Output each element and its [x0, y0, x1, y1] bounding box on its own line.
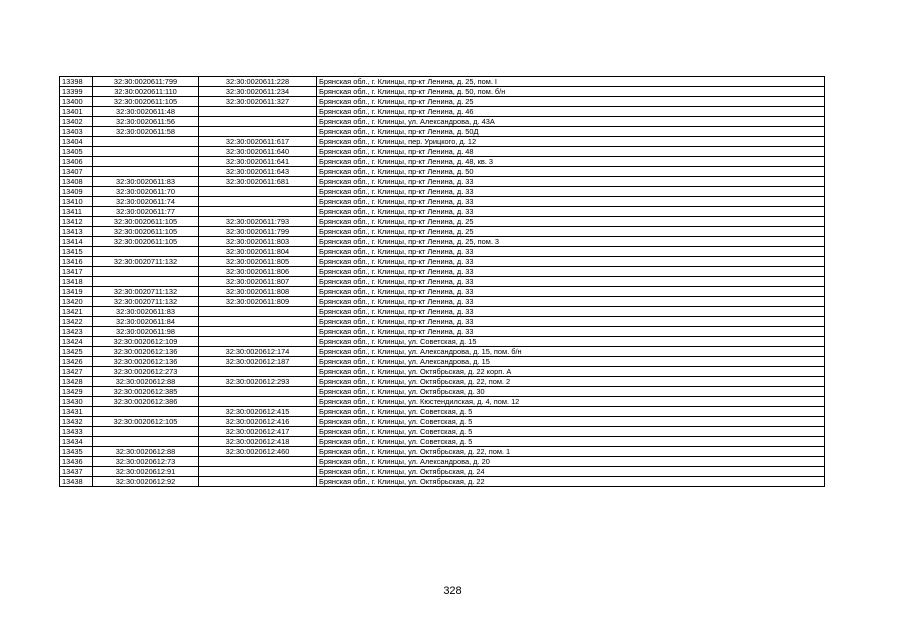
address-cell: Брянская обл., г. Клинцы, пр-кт Ленина, д. 33 — [317, 207, 825, 217]
cadastral-number-cell: 32:30:0020612:92 — [93, 477, 199, 487]
address-cell: Брянская обл., г. Клинцы, ул. Октябрьская, д. 22 — [317, 477, 825, 487]
row-number-cell: 13424 — [60, 337, 93, 347]
address-cell: Брянская обл., г. Клинцы, пр-кт Ленина, д. 33 — [317, 247, 825, 257]
parent-cadastral-number-cell — [199, 397, 317, 407]
address-cell: Брянская обл., г. Клинцы, пр-кт Ленина, д. 25, пом. I — [317, 77, 825, 87]
parent-cadastral-number-cell — [199, 107, 317, 117]
cadastral-number-cell — [93, 427, 199, 437]
row-number-cell: 13423 — [60, 327, 93, 337]
parent-cadastral-number-cell: 32:30:0020611:803 — [199, 237, 317, 247]
row-number-cell: 13413 — [60, 227, 93, 237]
row-number-cell: 13398 — [60, 77, 93, 87]
cadastral-number-cell — [93, 247, 199, 257]
cadastral-number-cell: 32:30:0020611:83 — [93, 177, 199, 187]
cadastral-number-cell: 32:30:0020612:105 — [93, 417, 199, 427]
row-number-cell: 13434 — [60, 437, 93, 447]
cadastral-number-cell — [93, 277, 199, 287]
row-number-cell: 13405 — [60, 147, 93, 157]
cadastral-number-cell: 32:30:0020611:83 — [93, 307, 199, 317]
table-row — [60, 237, 825, 247]
cadastral-number-cell: 32:30:0020611:105 — [93, 217, 199, 227]
table-row — [60, 277, 825, 287]
address-cell: Брянская обл., г. Клинцы, ул. Александрова, д. 20 — [317, 457, 825, 467]
table-row — [60, 87, 825, 97]
table-row — [60, 477, 825, 487]
table-row — [60, 77, 825, 87]
table-row — [60, 337, 825, 347]
parent-cadastral-number-cell: 32:30:0020611:808 — [199, 287, 317, 297]
parent-cadastral-number-cell: 32:30:0020611:641 — [199, 157, 317, 167]
cadastral-number-cell: 32:30:0020612:136 — [93, 347, 199, 357]
parent-cadastral-number-cell: 32:30:0020611:793 — [199, 217, 317, 227]
cadastral-number-cell: 32:30:0020711:132 — [93, 297, 199, 307]
cadastral-number-cell: 32:30:0020612:91 — [93, 467, 199, 477]
parent-cadastral-number-cell — [199, 187, 317, 197]
address-cell: Брянская обл., г. Клинцы, пр-кт Ленина, д. 33 — [317, 327, 825, 337]
cadastral-number-cell: 32:30:0020611:105 — [93, 227, 199, 237]
table-row — [60, 117, 825, 127]
parent-cadastral-number-cell — [199, 197, 317, 207]
row-number-cell: 13408 — [60, 177, 93, 187]
cadastral-number-cell: 32:30:0020611:105 — [93, 97, 199, 107]
row-number-cell: 13435 — [60, 447, 93, 457]
parent-cadastral-number-cell — [199, 117, 317, 127]
table-row — [60, 147, 825, 157]
address-cell: Брянская обл., г. Клинцы, ул. Октябрьская, д. 24 — [317, 467, 825, 477]
row-number-cell: 13406 — [60, 157, 93, 167]
address-cell: Брянская обл., г. Клинцы, пр-кт Ленина, д. 33 — [317, 197, 825, 207]
parent-cadastral-number-cell: 32:30:0020611:228 — [199, 77, 317, 87]
row-number-cell: 13438 — [60, 477, 93, 487]
table-row — [60, 267, 825, 277]
parent-cadastral-number-cell — [199, 477, 317, 487]
parent-cadastral-number-cell: 32:30:0020611:809 — [199, 297, 317, 307]
address-cell: Брянская обл., г. Клинцы, пр-кт Ленина, д. 25 — [317, 97, 825, 107]
cadastral-number-cell: 32:30:0020611:70 — [93, 187, 199, 197]
row-number-cell: 13407 — [60, 167, 93, 177]
row-number-cell: 13400 — [60, 97, 93, 107]
parent-cadastral-number-cell: 32:30:0020611:640 — [199, 147, 317, 157]
address-cell: Брянская обл., г. Клинцы, пр-кт Ленина, д. 33 — [317, 257, 825, 267]
parent-cadastral-number-cell — [199, 317, 317, 327]
cadastral-number-cell: 32:30:0020611:48 — [93, 107, 199, 117]
table-row — [60, 417, 825, 427]
row-number-cell: 13436 — [60, 457, 93, 467]
row-number-cell: 13431 — [60, 407, 93, 417]
row-number-cell: 13426 — [60, 357, 93, 367]
address-cell: Брянская обл., г. Клинцы, ул. Александрова, д. 43А — [317, 117, 825, 127]
parent-cadastral-number-cell: 32:30:0020612:174 — [199, 347, 317, 357]
address-cell: Брянская обл., г. Клинцы, пр-кт Ленина, д. 25 — [317, 227, 825, 237]
parent-cadastral-number-cell — [199, 387, 317, 397]
table-row — [60, 207, 825, 217]
address-cell: Брянская обл., г. Клинцы, пр-кт Ленина, д. 48, кв. 3 — [317, 157, 825, 167]
table-row — [60, 387, 825, 397]
table-body — [60, 77, 825, 487]
address-cell: Брянская обл., г. Клинцы, ул. Октябрьская, д. 22, пом. 1 — [317, 447, 825, 457]
row-number-cell: 13437 — [60, 467, 93, 477]
parent-cadastral-number-cell — [199, 327, 317, 337]
parent-cadastral-number-cell: 32:30:0020612:460 — [199, 447, 317, 457]
address-cell: Брянская обл., г. Клинцы, ул. Октябрьская, д. 30 — [317, 387, 825, 397]
cadastral-number-cell — [93, 147, 199, 157]
cadastral-number-cell: 32:30:0020611:98 — [93, 327, 199, 337]
parent-cadastral-number-cell: 32:30:0020612:416 — [199, 417, 317, 427]
address-cell: Брянская обл., г. Клинцы, пр-кт Ленина, д. 33 — [317, 317, 825, 327]
row-number-cell: 13425 — [60, 347, 93, 357]
parent-cadastral-number-cell: 32:30:0020611:799 — [199, 227, 317, 237]
address-cell: Брянская обл., г. Клинцы, ул. Советская, д. 5 — [317, 417, 825, 427]
table-row — [60, 137, 825, 147]
table-row — [60, 397, 825, 407]
table-row — [60, 97, 825, 107]
cadastral-number-cell: 32:30:0020612:385 — [93, 387, 199, 397]
address-cell: Брянская обл., г. Клинцы, пр-кт Ленина, д. 33 — [317, 187, 825, 197]
parent-cadastral-number-cell: 32:30:0020612:187 — [199, 357, 317, 367]
address-cell: Брянская обл., г. Клинцы, пр-кт Ленина, д. 33 — [317, 177, 825, 187]
parent-cadastral-number-cell: 32:30:0020611:805 — [199, 257, 317, 267]
cadastral-number-cell: 32:30:0020611:105 — [93, 237, 199, 247]
address-cell: Брянская обл., г. Клинцы, пр-кт Ленина, д. 33 — [317, 297, 825, 307]
address-cell: Брянская обл., г. Клинцы, пр-кт Ленина, д. 33 — [317, 307, 825, 317]
row-number-cell: 13432 — [60, 417, 93, 427]
address-cell: Брянская обл., г. Клинцы, ул. Александрова, д. 15 — [317, 357, 825, 367]
cadastral-number-cell — [93, 407, 199, 417]
parent-cadastral-number-cell — [199, 207, 317, 217]
cadastral-number-cell: 32:30:0020612:273 — [93, 367, 199, 377]
row-number-cell: 13416 — [60, 257, 93, 267]
table-row — [60, 297, 825, 307]
row-number-cell: 13433 — [60, 427, 93, 437]
address-cell: Брянская обл., г. Клинцы, ул. Советская, д. 5 — [317, 427, 825, 437]
address-cell: Брянская обл., г. Клинцы, пр-кт Ленина, д. 33 — [317, 267, 825, 277]
address-cell: Брянская обл., г. Клинцы, пр-кт Ленина, д. 46 — [317, 107, 825, 117]
parent-cadastral-number-cell — [199, 467, 317, 477]
parent-cadastral-number-cell: 32:30:0020611:234 — [199, 87, 317, 97]
cadastral-number-cell: 32:30:0020711:132 — [93, 257, 199, 267]
parent-cadastral-number-cell: 32:30:0020612:418 — [199, 437, 317, 447]
parent-cadastral-number-cell: 32:30:0020611:807 — [199, 277, 317, 287]
cadastral-number-cell — [93, 137, 199, 147]
table-row — [60, 107, 825, 117]
cadastral-number-cell — [93, 157, 199, 167]
address-cell: Брянская обл., г. Клинцы, пер. Урицкого, д. 12 — [317, 137, 825, 147]
page-number: 328 — [443, 585, 462, 597]
parent-cadastral-number-cell — [199, 307, 317, 317]
parent-cadastral-number-cell — [199, 127, 317, 137]
table-row — [60, 217, 825, 227]
address-cell: Брянская обл., г. Клинцы, пр-кт Ленина, д. 25 — [317, 217, 825, 227]
table-row — [60, 447, 825, 457]
cadastral-number-cell: 32:30:0020612:73 — [93, 457, 199, 467]
row-number-cell: 13414 — [60, 237, 93, 247]
parent-cadastral-number-cell — [199, 337, 317, 347]
parent-cadastral-number-cell: 32:30:0020612:415 — [199, 407, 317, 417]
cadastral-number-cell — [93, 167, 199, 177]
address-cell: Брянская обл., г. Клинцы, пр-кт Ленина, д. 33 — [317, 287, 825, 297]
row-number-cell: 13429 — [60, 387, 93, 397]
table-row — [60, 377, 825, 387]
parent-cadastral-number-cell: 32:30:0020611:681 — [199, 177, 317, 187]
row-number-cell: 13430 — [60, 397, 93, 407]
row-number-cell: 13401 — [60, 107, 93, 117]
address-cell: Брянская обл., г. Клинцы, ул. Октябрьская, д. 22, пом. 2 — [317, 377, 825, 387]
address-cell: Брянская обл., г. Клинцы, ул. Советская, д. 15 — [317, 337, 825, 347]
table-row — [60, 167, 825, 177]
row-number-cell: 13422 — [60, 317, 93, 327]
cadastral-number-cell: 32:30:0020612:109 — [93, 337, 199, 347]
address-cell: Брянская обл., г. Клинцы, пр-кт Ленина, д. 50Д — [317, 127, 825, 137]
cadastral-number-cell: 32:30:0020711:132 — [93, 287, 199, 297]
table-row — [60, 197, 825, 207]
table-row — [60, 457, 825, 467]
row-number-cell: 13418 — [60, 277, 93, 287]
row-number-cell: 13409 — [60, 187, 93, 197]
parent-cadastral-number-cell: 32:30:0020612:293 — [199, 377, 317, 387]
row-number-cell: 13410 — [60, 197, 93, 207]
cadastral-number-cell: 32:30:0020611:74 — [93, 197, 199, 207]
table-row — [60, 317, 825, 327]
parent-cadastral-number-cell — [199, 457, 317, 467]
cadastral-number-cell: 32:30:0020611:58 — [93, 127, 199, 137]
cadastral-number-cell: 32:30:0020612:386 — [93, 397, 199, 407]
cadastral-table — [59, 76, 825, 487]
table-row — [60, 177, 825, 187]
parent-cadastral-number-cell: 32:30:0020611:327 — [199, 97, 317, 107]
address-cell: Брянская обл., г. Клинцы, пр-кт Ленина, д. 25, пом. 3 — [317, 237, 825, 247]
row-number-cell: 13404 — [60, 137, 93, 147]
row-number-cell: 13417 — [60, 267, 93, 277]
table-row — [60, 257, 825, 267]
row-number-cell: 13402 — [60, 117, 93, 127]
table-row — [60, 157, 825, 167]
address-cell: Брянская обл., г. Клинцы, ул. Советская, д. 5 — [317, 407, 825, 417]
cadastral-number-cell: 32:30:0020611:110 — [93, 87, 199, 97]
table-row — [60, 427, 825, 437]
table-row — [60, 127, 825, 137]
table-row — [60, 407, 825, 417]
address-cell: Брянская обл., г. Клинцы, пр-кт Ленина, д. 50, пом. б/н — [317, 87, 825, 97]
table-row — [60, 287, 825, 297]
parent-cadastral-number-cell: 32:30:0020612:417 — [199, 427, 317, 437]
cadastral-number-cell: 32:30:0020612:88 — [93, 377, 199, 387]
row-number-cell: 13403 — [60, 127, 93, 137]
address-cell: Брянская обл., г. Клинцы, ул. Советская, д. 5 — [317, 437, 825, 447]
row-number-cell: 13412 — [60, 217, 93, 227]
table-row — [60, 187, 825, 197]
parent-cadastral-number-cell: 32:30:0020611:804 — [199, 247, 317, 257]
address-cell: Брянская обл., г. Клинцы, пр-кт Ленина, д. 33 — [317, 277, 825, 287]
row-number-cell: 13411 — [60, 207, 93, 217]
cadastral-number-cell: 32:30:0020611:84 — [93, 317, 199, 327]
table-row — [60, 307, 825, 317]
address-cell: Брянская обл., г. Клинцы, ул. Кюстендилская, д. 4, пом. 12 — [317, 397, 825, 407]
cadastral-number-cell: 32:30:0020612:136 — [93, 357, 199, 367]
row-number-cell: 13427 — [60, 367, 93, 377]
table-row — [60, 227, 825, 237]
cadastral-number-cell: 32:30:0020612:88 — [93, 447, 199, 457]
cadastral-number-cell: 32:30:0020611:799 — [93, 77, 199, 87]
row-number-cell: 13419 — [60, 287, 93, 297]
table-row — [60, 357, 825, 367]
cadastral-number-cell: 32:30:0020611:77 — [93, 207, 199, 217]
cadastral-number-cell: 32:30:0020611:56 — [93, 117, 199, 127]
cadastral-number-cell — [93, 437, 199, 447]
address-cell: Брянская обл., г. Клинцы, пр-кт Ленина, д. 50 — [317, 167, 825, 177]
row-number-cell: 13415 — [60, 247, 93, 257]
parent-cadastral-number-cell: 32:30:0020611:617 — [199, 137, 317, 147]
table-row — [60, 367, 825, 377]
row-number-cell: 13428 — [60, 377, 93, 387]
row-number-cell: 13420 — [60, 297, 93, 307]
table-row — [60, 467, 825, 477]
table-row — [60, 247, 825, 257]
row-number-cell: 13399 — [60, 87, 93, 97]
parent-cadastral-number-cell: 32:30:0020611:643 — [199, 167, 317, 177]
row-number-cell: 13421 — [60, 307, 93, 317]
address-cell: Брянская обл., г. Клинцы, ул. Александрова, д. 15, пом. б/н — [317, 347, 825, 357]
parent-cadastral-number-cell: 32:30:0020611:806 — [199, 267, 317, 277]
table-row — [60, 347, 825, 357]
address-cell: Брянская обл., г. Клинцы, пр-кт Ленина, д. 48 — [317, 147, 825, 157]
cadastral-number-cell — [93, 267, 199, 277]
parent-cadastral-number-cell — [199, 367, 317, 377]
address-cell: Брянская обл., г. Клинцы, ул. Октябрьская, д. 22 корп. А — [317, 367, 825, 377]
table-row — [60, 437, 825, 447]
table-row — [60, 327, 825, 337]
